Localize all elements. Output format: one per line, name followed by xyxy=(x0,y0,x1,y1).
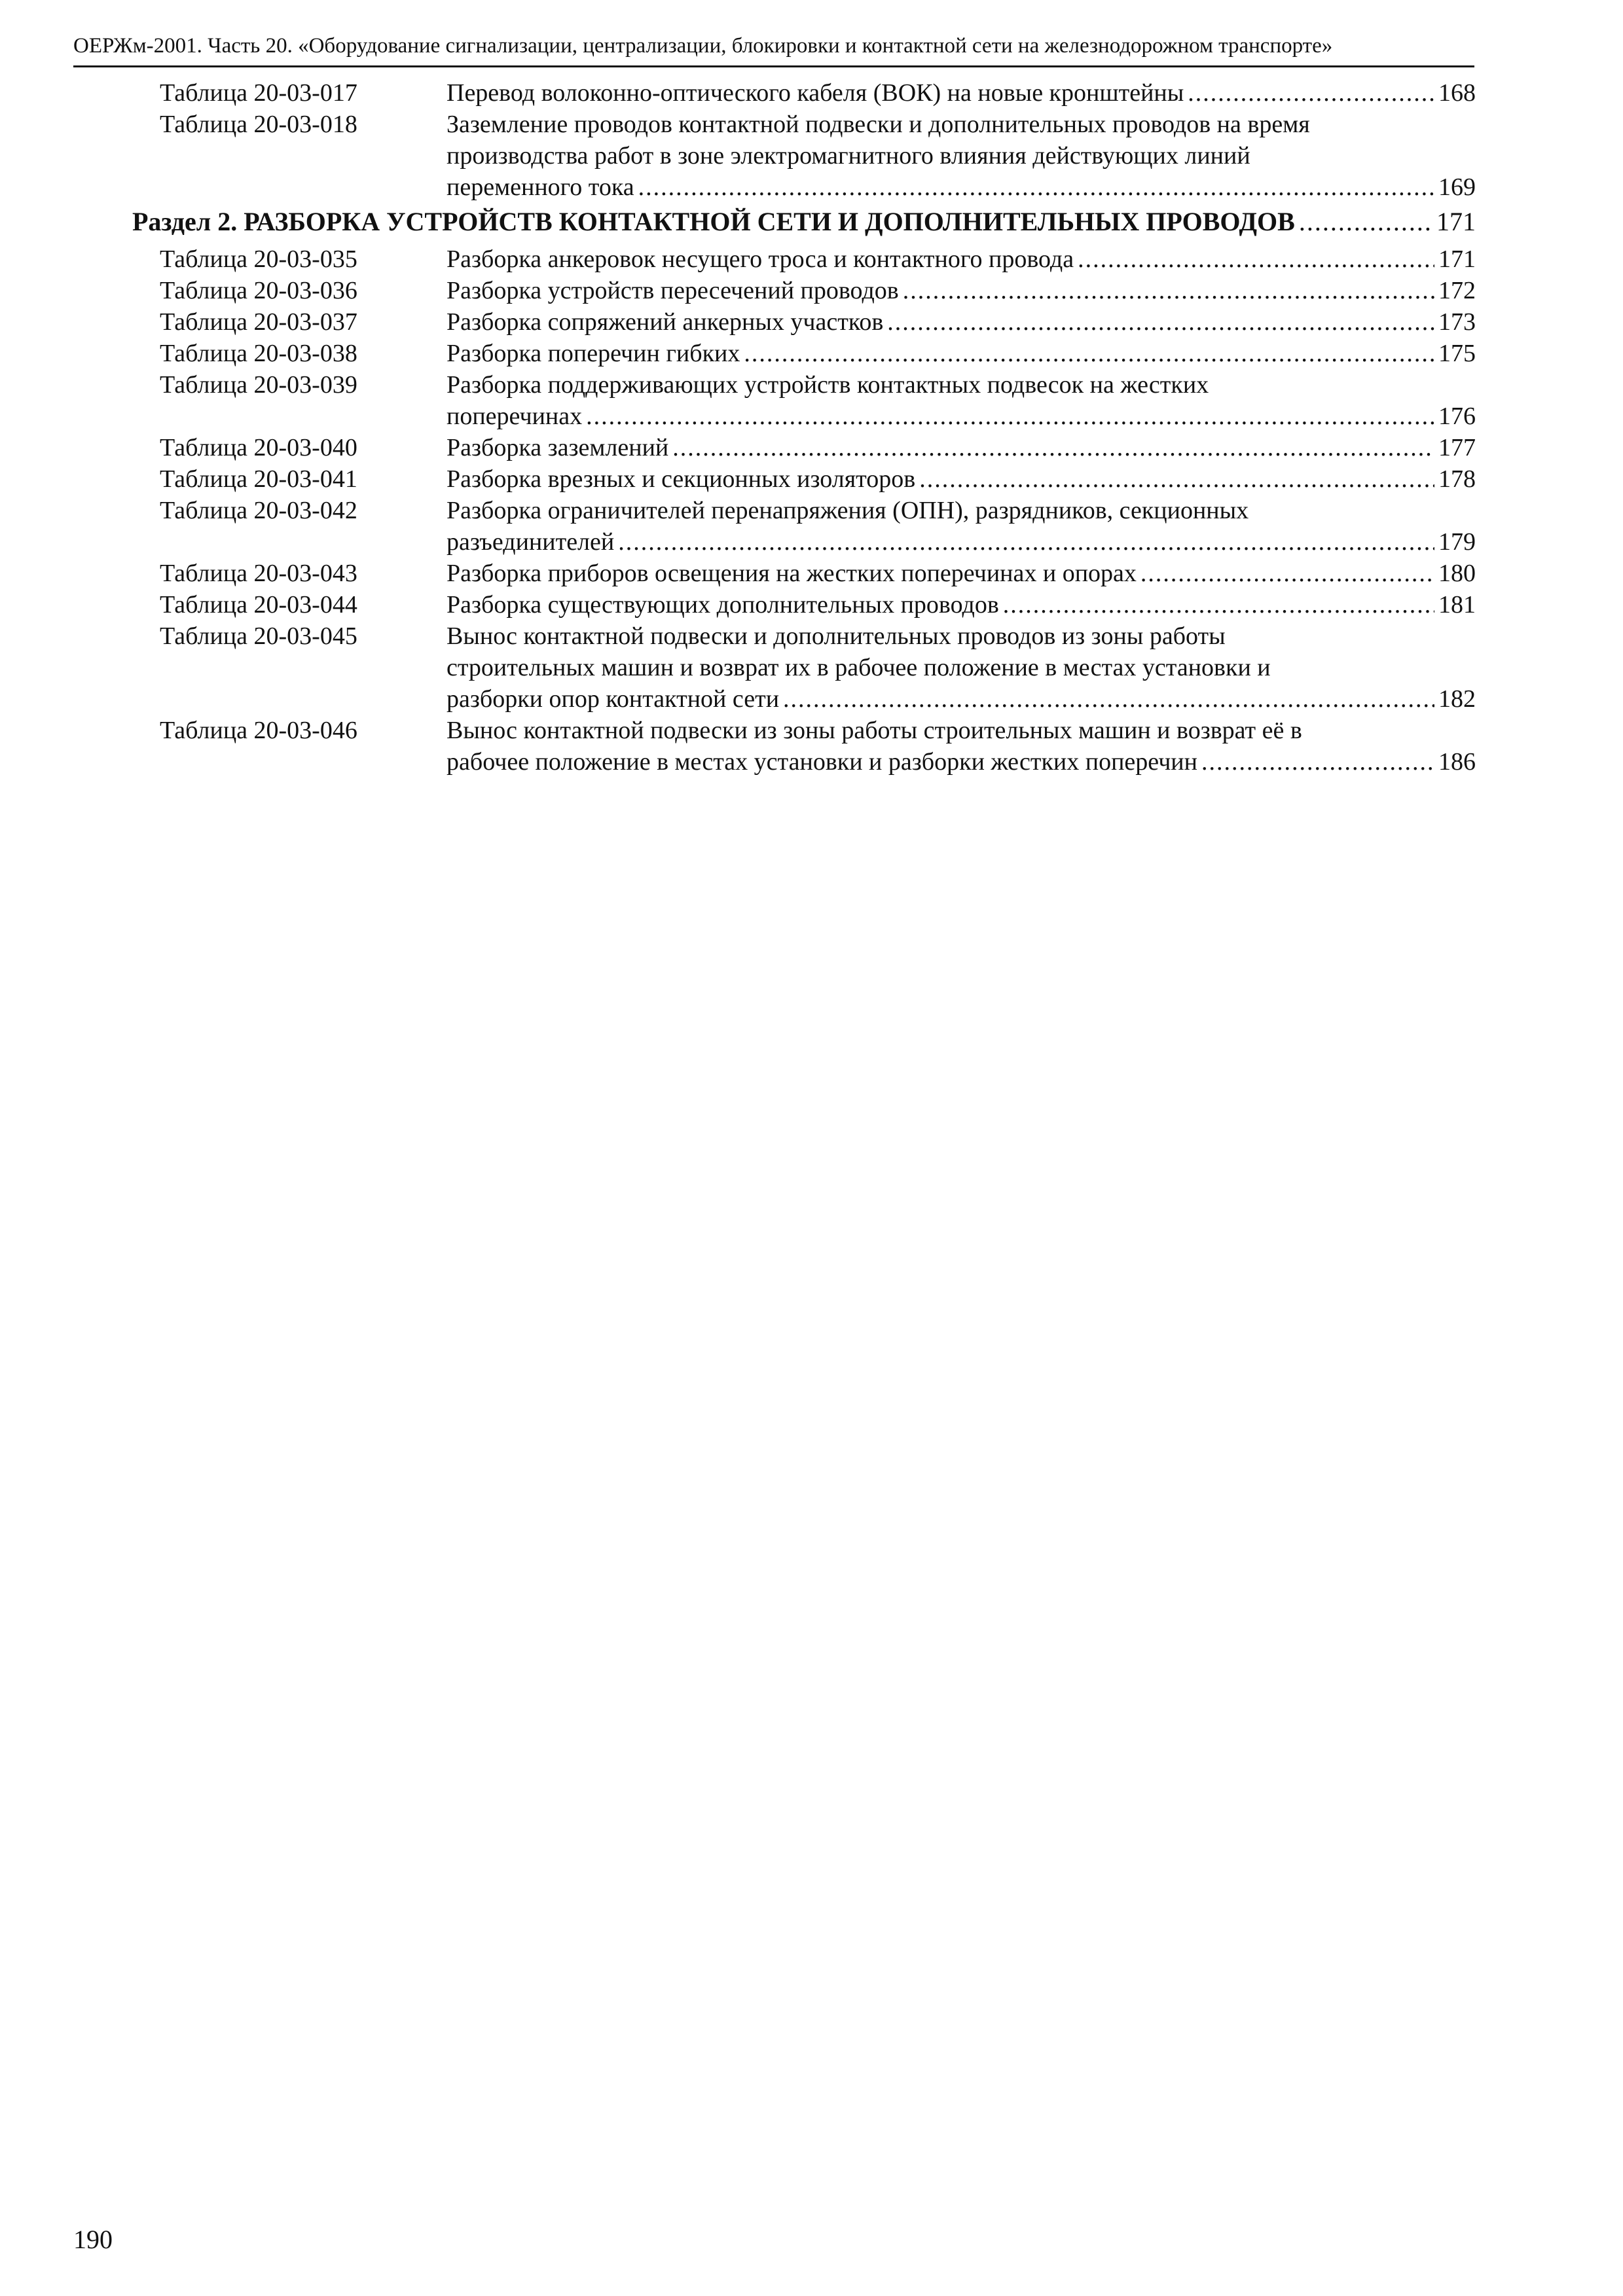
toc-group-part-1 xyxy=(0,77,1623,203)
toc-entry-page-number: 169 xyxy=(1438,173,1476,201)
toc-entry-body xyxy=(447,589,1476,620)
toc-entry-last-line xyxy=(447,463,1476,495)
toc-entry-title-line: строительных машин и возврат их в рабочее положение в местах установки и xyxy=(447,654,1271,681)
toc-entry-last-line xyxy=(447,746,1476,778)
toc-entry-code: Таблица 20-03-042 xyxy=(160,497,357,524)
toc-entry-title-line: Вынос контактной подвески из зоны работы строительных машин и возврат её в xyxy=(447,717,1302,744)
toc-entry-code: Таблица 20-03-040 xyxy=(160,434,357,461)
toc-entry[interactable] xyxy=(0,275,1623,306)
toc-entry-code: Таблица 20-03-045 xyxy=(160,622,357,650)
toc-entry-title: поперечинах xyxy=(447,403,583,430)
toc-entry-title: Разборка существующих дополнительных проводов xyxy=(447,591,999,619)
toc-entry-page-number: 178 xyxy=(1438,465,1476,493)
dot-leader xyxy=(887,306,1434,338)
toc-entry[interactable] xyxy=(0,715,1623,778)
dot-leader xyxy=(1078,243,1434,275)
toc-entry-last-line xyxy=(447,683,1476,715)
dot-leader xyxy=(1140,558,1434,589)
toc-entry-body xyxy=(447,77,1476,109)
toc-entry-last-line xyxy=(447,243,1476,275)
toc-entry-code: Таблица 20-03-036 xyxy=(160,277,357,304)
dot-leader xyxy=(1201,746,1434,778)
toc-entry-body xyxy=(447,275,1476,306)
toc-entry[interactable] xyxy=(0,77,1623,109)
toc-entry-title: Разборка врезных и секционных изоляторов xyxy=(447,465,916,493)
section-title: Раздел 2. РАЗБОРКА УСТРОЙСТВ КОНТАКТНОЙ СЕТИ И ДОПОЛНИТЕЛЬНЫХ ПРОВОДОВ xyxy=(132,207,1295,236)
toc-entry[interactable] xyxy=(0,558,1623,589)
toc-entry[interactable] xyxy=(0,109,1623,203)
toc-entry[interactable] xyxy=(0,463,1623,495)
toc-entry-last-line xyxy=(447,77,1476,109)
toc-entry-last-line xyxy=(447,306,1476,338)
toc-entry-body xyxy=(447,109,1476,203)
toc-entry-body xyxy=(447,463,1476,495)
toc-entry-title: Перевод волоконно-оптического кабеля (ВОК) на новые кронштейны xyxy=(447,79,1184,107)
toc-entry-code: Таблица 20-03-018 xyxy=(160,111,357,138)
toc-entry-body xyxy=(447,243,1476,275)
header-rule xyxy=(73,65,1474,67)
table-of-contents xyxy=(0,77,1623,778)
toc-entry-code: Таблица 20-03-017 xyxy=(160,79,357,107)
dot-leader xyxy=(672,432,1434,463)
toc-entry-body xyxy=(447,432,1476,463)
toc-entry-body xyxy=(447,369,1476,432)
dot-leader xyxy=(1188,77,1434,109)
toc-entry-code: Таблица 20-03-043 xyxy=(160,560,357,587)
toc-entry-page-number: 173 xyxy=(1438,308,1476,336)
toc-entry-page-number: 171 xyxy=(1438,245,1476,273)
toc-entry-title: Разборка сопряжений анкерных участков xyxy=(447,308,884,336)
toc-entry-last-line xyxy=(447,589,1476,620)
toc-entry-title-line: Разборка поддерживающих устройств контактных подвесок на жестких xyxy=(447,371,1209,399)
dot-leader xyxy=(586,401,1434,432)
toc-entry-title-line: Заземление проводов контактной подвески и дополнительных проводов на время xyxy=(447,111,1310,138)
toc-entry-code: Таблица 20-03-041 xyxy=(160,465,357,493)
toc-entry-code: Таблица 20-03-044 xyxy=(160,591,357,619)
toc-entry-last-line xyxy=(447,432,1476,463)
toc-entry[interactable] xyxy=(0,243,1623,275)
toc-entry-page-number: 181 xyxy=(1438,591,1476,619)
toc-entry[interactable] xyxy=(0,306,1623,338)
toc-entry-title: разъединителей xyxy=(447,528,615,556)
toc-entry[interactable] xyxy=(0,495,1623,558)
dot-leader xyxy=(744,338,1434,369)
toc-entry-body xyxy=(447,558,1476,589)
toc-entry-page-number: 172 xyxy=(1438,277,1476,304)
toc-entry-title: Разборка поперечин гибких xyxy=(447,340,740,367)
toc-entry-title: Разборка приборов освещения на жестких поперечинах и опорах xyxy=(447,560,1137,587)
toc-entry-title: Разборка заземлений xyxy=(447,434,669,461)
toc-entry-body xyxy=(447,338,1476,369)
dot-leader xyxy=(1299,206,1432,238)
toc-entry-title: Разборка анкеровок несущего троса и контактного провода xyxy=(447,245,1074,273)
toc-entry-page-number: 175 xyxy=(1438,340,1476,367)
section-page-number: 171 xyxy=(1436,207,1476,236)
toc-entry[interactable] xyxy=(0,338,1623,369)
toc-group-section-2 xyxy=(0,243,1623,778)
toc-entry-page-number: 179 xyxy=(1438,528,1476,556)
toc-entry-page-number: 180 xyxy=(1438,560,1476,587)
toc-entry-last-line xyxy=(447,526,1476,558)
toc-entry[interactable] xyxy=(0,369,1623,432)
toc-entry-title-line: Разборка ограничителей перенапряжения (ОПН), разрядников, секционных xyxy=(447,497,1249,524)
toc-entry-page-number: 182 xyxy=(1438,685,1476,713)
toc-entry-last-line xyxy=(447,275,1476,306)
dot-leader xyxy=(903,275,1434,306)
toc-entry-page-number: 176 xyxy=(1438,403,1476,430)
running-header: ОЕРЖм-2001. Часть 20. «Оборудование сигнализации, централизации, блокировки и контактной сети на железнодорожном транспорте» xyxy=(73,34,1333,58)
toc-entry-last-line xyxy=(447,338,1476,369)
toc-entry-body xyxy=(447,715,1476,778)
page-number: 190 xyxy=(73,2225,113,2254)
toc-entry-title: переменного тока xyxy=(447,173,634,201)
toc-entry-code: Таблица 20-03-038 xyxy=(160,340,357,367)
toc-entry-title: Разборка устройств пересечений проводов xyxy=(447,277,899,304)
toc-entry-code: Таблица 20-03-035 xyxy=(160,245,357,273)
toc-entry-last-line xyxy=(447,558,1476,589)
toc-entry-last-line xyxy=(447,171,1476,203)
toc-entry-code: Таблица 20-03-037 xyxy=(160,308,357,336)
toc-entry-title: рабочее положение в местах установки и разборки жестких поперечин xyxy=(447,748,1197,776)
dot-leader xyxy=(919,463,1434,495)
dot-leader xyxy=(638,171,1434,203)
dot-leader xyxy=(618,526,1434,558)
toc-entry-page-number: 186 xyxy=(1438,748,1476,776)
toc-entry-title: разборки опор контактной сети xyxy=(447,685,780,713)
toc-entry-body xyxy=(447,495,1476,558)
toc-entry-last-line xyxy=(447,401,1476,432)
toc-entry-title-line: Вынос контактной подвески и дополнительных проводов из зоны работы xyxy=(447,622,1226,650)
toc-entry-code: Таблица 20-03-039 xyxy=(160,371,357,399)
toc-entry-code: Таблица 20-03-046 xyxy=(160,717,357,744)
toc-entry-body xyxy=(447,620,1476,715)
toc-entry-body xyxy=(447,306,1476,338)
toc-entry-page-number: 168 xyxy=(1438,79,1476,107)
toc-entry[interactable] xyxy=(0,589,1623,620)
dot-leader xyxy=(1003,589,1434,620)
toc-entry[interactable] xyxy=(0,620,1623,715)
toc-section-heading[interactable] xyxy=(132,206,1476,238)
dot-leader xyxy=(783,683,1434,715)
toc-entry-title-line: производства работ в зоне электромагнитного влияния действующих линий xyxy=(447,142,1250,170)
toc-entry-page-number: 177 xyxy=(1438,434,1476,461)
toc-entry[interactable] xyxy=(0,432,1623,463)
